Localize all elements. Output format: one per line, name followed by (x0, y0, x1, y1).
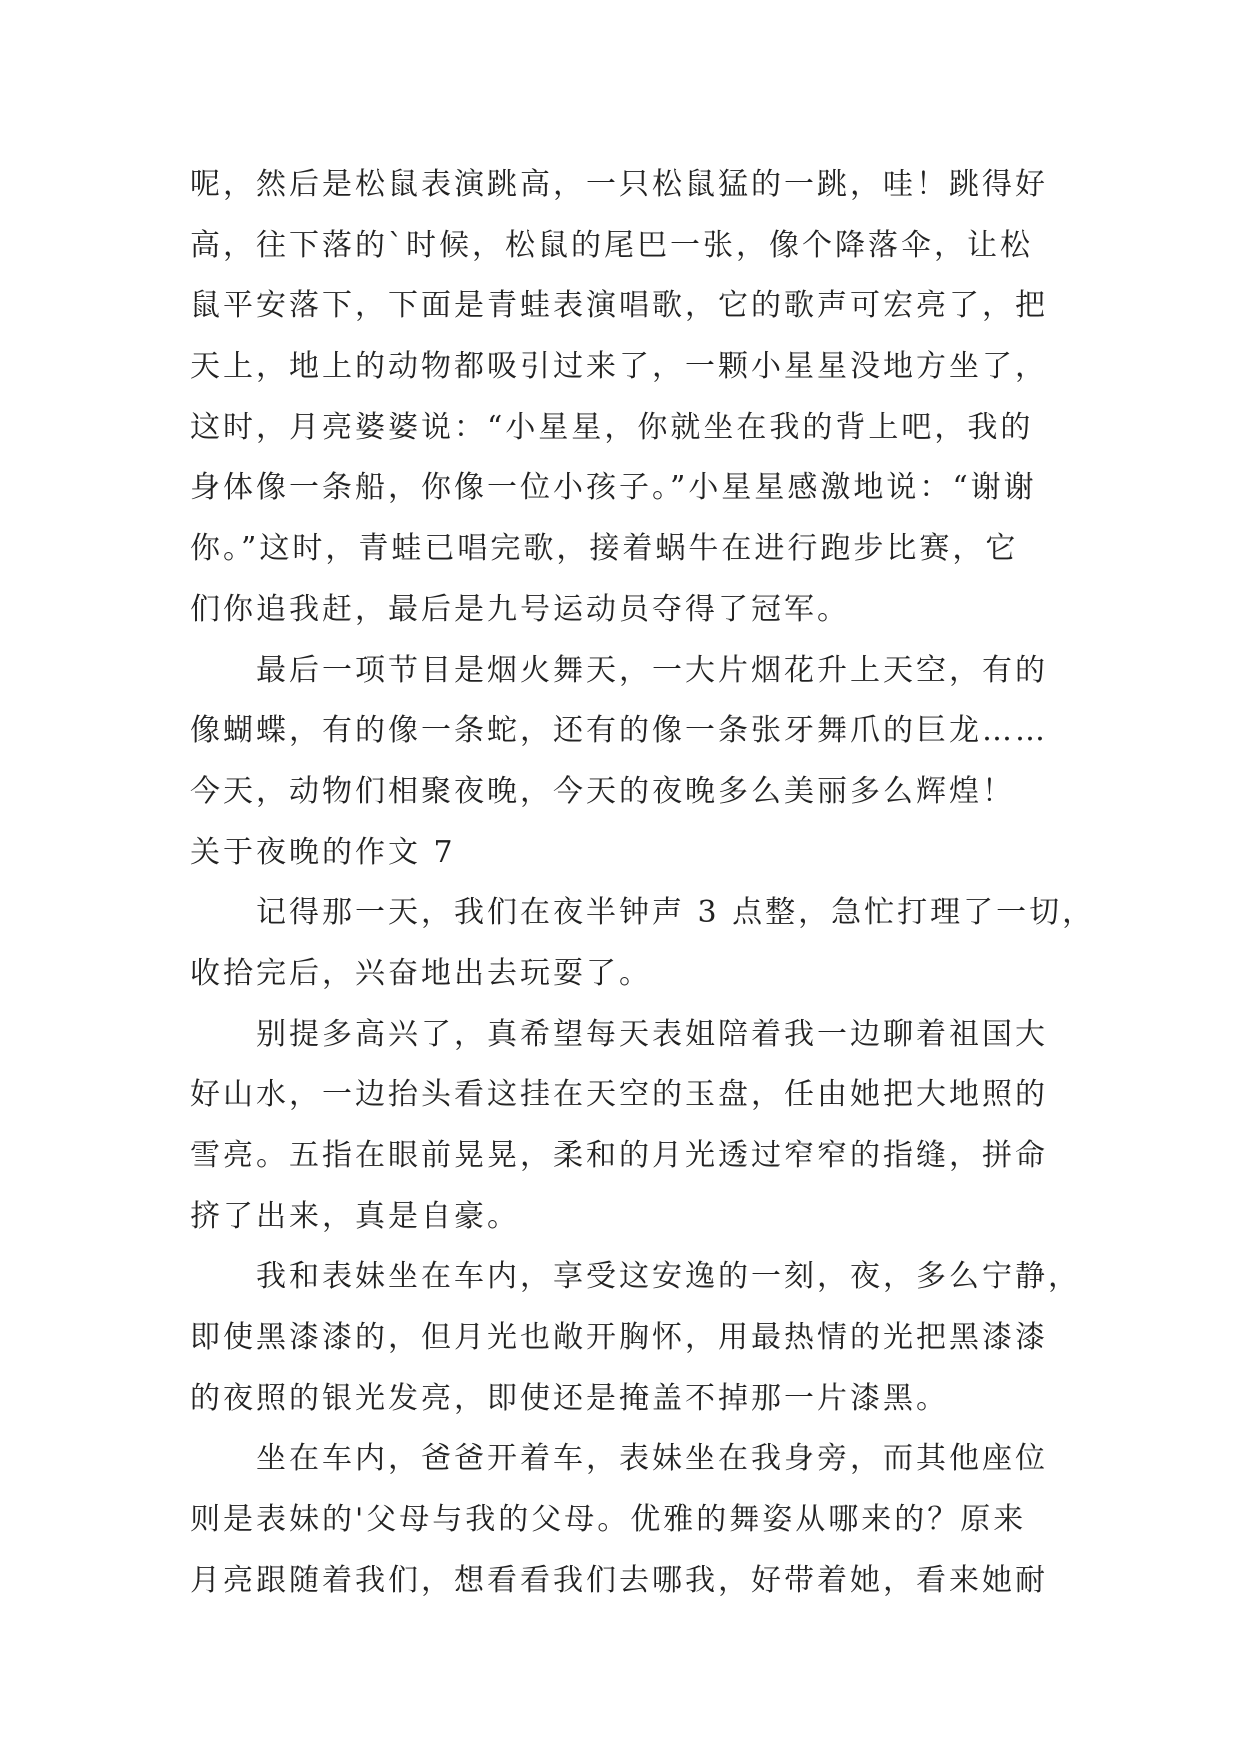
text-line: 月亮跟随着我们，想看看我们去哪我，好带着她，看来她耐 (190, 1562, 1048, 1598)
text-line: 鼠平安落下，下面是青蛙表演唱歌，它的歌声可宏亮了，把 (190, 288, 1048, 324)
text-line: 即使黑漆漆的，但月光也敞开胸怀，用最热情的光把黑漆漆 (190, 1320, 1048, 1356)
text-line: 你。”这时，青蛙已唱完歌，接着蜗牛在进行跑步比赛，它 (190, 531, 1019, 567)
text-line: 今天，动物们相聚夜晚，今天的夜晚多么美丽多么辉煌！ (190, 773, 1015, 809)
text-line: 身体像一条船，你像一位小孩子。”小星星感激地说：“谢谢 (190, 470, 1037, 506)
text-line: 最后一项节目是烟火舞天，一大片烟花升上天空，有的 (256, 652, 1048, 688)
text-line: 们你追我赶，最后是九号运动员夺得了冠军。 (190, 591, 850, 627)
text-line: 呢，然后是松鼠表演跳高，一只松鼠猛的一跳，哇！跳得好 (190, 167, 1048, 202)
document-body (190, 155, 1096, 1612)
text-line: 挤了出来，真是自豪。 (190, 1198, 520, 1234)
text-line: 坐在车内，爸爸开着车，表妹坐在我身旁，而其他座位 (256, 1441, 1048, 1477)
text-line: 的夜照的银光发亮，即使还是掩盖不掉那一片漆黑。 (190, 1380, 949, 1416)
text-line: 这时，月亮婆婆说：“小星星，你就坐在我的背上吧，我的 (190, 409, 1034, 445)
text-line: 记得那一天，我们在夜半钟声 3 点整，急忙打理了一切， (256, 895, 1096, 931)
text-line: 我和表妹坐在车内，享受这安逸的一刻，夜，多么宁静， (256, 1259, 1081, 1295)
text-line: 别提多高兴了，真希望每天表姐陪着我一边聊着祖国大 (256, 1016, 1048, 1052)
text-line: 雪亮。五指在眼前晃晃，柔和的月光透过窄窄的指缝，拼命 (190, 1138, 1048, 1173)
text-line: 收拾完后，兴奋地出去玩耍了。 (190, 955, 652, 991)
text-line: 好山水，一边抬头看这挂在天空的玉盘，任由她把大地照的 (190, 1077, 1048, 1113)
text-line: 像蝴蝶，有的像一条蛇，还有的像一条张牙舞爪的巨龙…… (190, 713, 1048, 749)
text-line: 则是表妹的'父母与我的父母。优雅的舞姿从哪来的？原来 (190, 1502, 1027, 1538)
text-line: 高，往下落的`时候，松鼠的尾巴一张，像个降落伞，让松 (190, 227, 1033, 263)
text-line: 天上，地上的动物都吸引过来了，一颗小星星没地方坐了， (190, 349, 1048, 385)
section-heading: 关于夜晚的作文 7 (190, 834, 456, 870)
